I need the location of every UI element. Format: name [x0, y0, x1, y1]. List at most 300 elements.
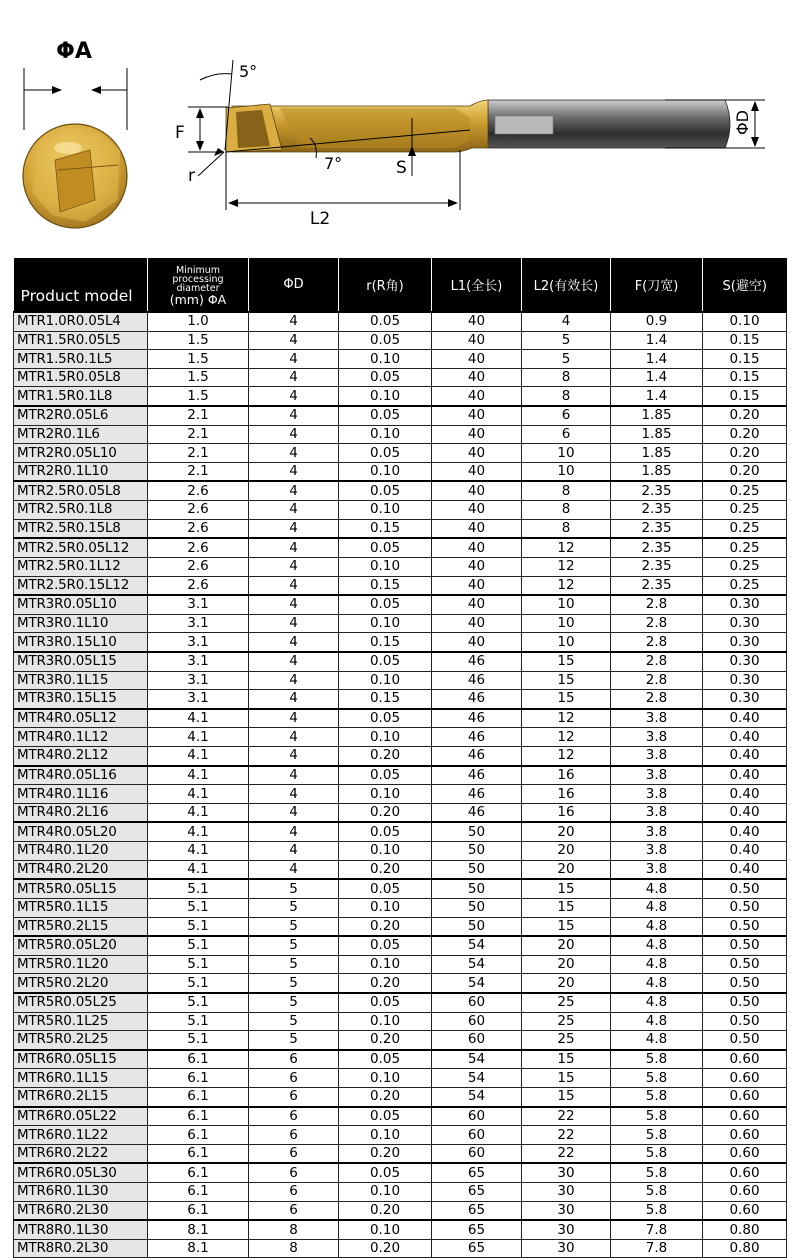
cell-model: MTR8R0.1L30 — [14, 1220, 148, 1239]
cell-model: MTR1.5R0.05L8 — [14, 368, 148, 387]
cell-r: 0.15 — [339, 576, 432, 595]
cell-s: 0.60 — [703, 1201, 787, 1220]
table-row — [14, 614, 787, 633]
cell-l2: 8 — [522, 481, 611, 500]
cell-f: 5.8 — [611, 1050, 703, 1069]
cell-r: 0.20 — [339, 747, 432, 766]
cell-l1: 40 — [432, 519, 522, 538]
cell-l1: 60 — [432, 1144, 522, 1163]
cell-min-diameter: 1.5 — [148, 331, 249, 350]
header-s: S(避空) — [703, 258, 787, 312]
cell-f: 3.8 — [611, 842, 703, 861]
table-row — [14, 652, 787, 671]
cell-r: 0.05 — [339, 538, 432, 557]
cell-s: 0.40 — [703, 728, 787, 747]
cell-f: 0.9 — [611, 312, 703, 331]
cell-min-diameter: 2.6 — [148, 519, 249, 538]
cell-l1: 40 — [432, 595, 522, 614]
cell-r: 0.05 — [339, 331, 432, 350]
cell-min-diameter: 2.1 — [148, 425, 249, 444]
cell-f: 4.8 — [611, 917, 703, 936]
cell-phi-d: 4 — [249, 444, 339, 463]
cell-l2: 10 — [522, 444, 611, 463]
table-body — [14, 312, 787, 1258]
cell-model: MTR6R0.05L15 — [14, 1050, 148, 1069]
cell-r: 0.05 — [339, 993, 432, 1012]
cell-l2: 25 — [522, 993, 611, 1012]
cell-min-diameter: 3.1 — [148, 614, 249, 633]
cell-s: 0.40 — [703, 842, 787, 861]
angle-5-label: 5° — [239, 62, 258, 81]
cell-l1: 54 — [432, 1087, 522, 1106]
cell-model: MTR3R0.05L15 — [14, 652, 148, 671]
cell-phi-d: 5 — [249, 974, 339, 993]
cell-model: MTR2R0.05L6 — [14, 406, 148, 425]
cell-l1: 50 — [432, 860, 522, 879]
cell-f: 2.35 — [611, 576, 703, 595]
cell-s: 0.50 — [703, 898, 787, 917]
table-row — [14, 917, 787, 936]
cell-min-diameter: 6.1 — [148, 1050, 249, 1069]
cell-r: 0.20 — [339, 1239, 432, 1258]
cell-s: 0.50 — [703, 879, 787, 898]
cell-r: 0.10 — [339, 425, 432, 444]
cell-f: 5.8 — [611, 1183, 703, 1202]
cell-phi-d: 4 — [249, 860, 339, 879]
cell-min-diameter: 6.1 — [148, 1069, 249, 1088]
cell-min-diameter: 2.6 — [148, 538, 249, 557]
cell-l1: 40 — [432, 576, 522, 595]
cell-l2: 15 — [522, 652, 611, 671]
cell-l1: 40 — [432, 633, 522, 652]
cell-s: 0.30 — [703, 614, 787, 633]
cell-l1: 50 — [432, 917, 522, 936]
cell-min-diameter: 5.1 — [148, 936, 249, 955]
cell-f: 7.8 — [611, 1220, 703, 1239]
table-row — [14, 842, 787, 861]
cell-l2: 30 — [522, 1239, 611, 1258]
table-row — [14, 1144, 787, 1163]
cell-s: 0.80 — [703, 1220, 787, 1239]
cell-s: 0.40 — [703, 785, 787, 804]
cell-f: 2.35 — [611, 481, 703, 500]
cell-model: MTR1.5R0.05L5 — [14, 331, 148, 350]
cell-s: 0.60 — [703, 1087, 787, 1106]
cell-phi-d: 5 — [249, 1031, 339, 1050]
cell-model: MTR3R0.1L15 — [14, 671, 148, 690]
cell-s: 0.25 — [703, 557, 787, 576]
cell-model: MTR3R0.15L15 — [14, 690, 148, 709]
cell-r: 0.10 — [339, 898, 432, 917]
cell-r: 0.05 — [339, 406, 432, 425]
cell-f: 2.35 — [611, 538, 703, 557]
cell-l1: 40 — [432, 481, 522, 500]
table-row — [14, 1163, 787, 1182]
table-row — [14, 519, 787, 538]
cell-f: 3.8 — [611, 803, 703, 822]
cell-phi-d: 5 — [249, 898, 339, 917]
cell-s: 0.60 — [703, 1183, 787, 1202]
cell-l1: 46 — [432, 747, 522, 766]
cell-r: 0.10 — [339, 1220, 432, 1239]
cell-phi-d: 6 — [249, 1107, 339, 1126]
cell-min-diameter: 5.1 — [148, 1031, 249, 1050]
cell-phi-d: 4 — [249, 785, 339, 804]
header-l1: L1(全长) — [432, 258, 522, 312]
cell-r: 0.05 — [339, 444, 432, 463]
cell-min-diameter: 5.1 — [148, 955, 249, 974]
f-label: F — [175, 123, 185, 143]
phi-a-label: ΦA — [56, 39, 92, 64]
cell-f: 3.8 — [611, 766, 703, 785]
cell-l1: 40 — [432, 368, 522, 387]
cell-min-diameter: 4.1 — [148, 860, 249, 879]
phi-a-dimension — [24, 68, 127, 130]
cell-f: 1.85 — [611, 444, 703, 463]
cell-f: 5.8 — [611, 1087, 703, 1106]
cell-l1: 40 — [432, 614, 522, 633]
cell-f: 1.85 — [611, 425, 703, 444]
table-row — [14, 860, 787, 879]
cell-l2: 15 — [522, 1087, 611, 1106]
angle-7-label: 7° — [324, 154, 343, 173]
cell-phi-d: 4 — [249, 822, 339, 841]
cell-min-diameter: 2.6 — [148, 501, 249, 520]
table-row — [14, 1012, 787, 1031]
cell-r: 0.10 — [339, 1012, 432, 1031]
cell-phi-d: 6 — [249, 1201, 339, 1220]
cell-r: 0.10 — [339, 671, 432, 690]
cell-l1: 65 — [432, 1239, 522, 1258]
cell-min-diameter: 8.1 — [148, 1239, 249, 1258]
cell-r: 0.15 — [339, 633, 432, 652]
cell-s: 0.25 — [703, 481, 787, 500]
cell-l2: 20 — [522, 955, 611, 974]
cell-f: 1.85 — [611, 462, 703, 481]
cell-model: MTR5R0.1L20 — [14, 955, 148, 974]
cell-r: 0.05 — [339, 1163, 432, 1182]
cell-f: 7.8 — [611, 1239, 703, 1258]
cell-phi-d: 4 — [249, 350, 339, 369]
cell-min-diameter: 2.1 — [148, 462, 249, 481]
cell-min-diameter: 4.1 — [148, 803, 249, 822]
table-row — [14, 747, 787, 766]
cell-phi-d: 5 — [249, 879, 339, 898]
cell-l2: 6 — [522, 425, 611, 444]
cell-phi-d: 4 — [249, 368, 339, 387]
cell-l2: 22 — [522, 1107, 611, 1126]
cell-f: 3.8 — [611, 728, 703, 747]
cell-min-diameter: 4.1 — [148, 822, 249, 841]
cell-s: 0.25 — [703, 501, 787, 520]
cell-phi-d: 4 — [249, 690, 339, 709]
cell-l1: 40 — [432, 444, 522, 463]
cell-phi-d: 4 — [249, 595, 339, 614]
cell-model: MTR1.5R0.1L8 — [14, 387, 148, 406]
cell-phi-d: 8 — [249, 1239, 339, 1258]
cell-l2: 10 — [522, 614, 611, 633]
cell-s: 0.20 — [703, 444, 787, 463]
cell-phi-d: 4 — [249, 803, 339, 822]
table-row — [14, 633, 787, 652]
cell-phi-d: 4 — [249, 331, 339, 350]
cell-r: 0.05 — [339, 368, 432, 387]
cell-l1: 65 — [432, 1183, 522, 1202]
cell-model: MTR3R0.15L10 — [14, 633, 148, 652]
table-row — [14, 709, 787, 728]
cell-l2: 10 — [522, 595, 611, 614]
cell-r: 0.20 — [339, 1201, 432, 1220]
cell-s: 0.60 — [703, 1144, 787, 1163]
cell-model: MTR5R0.05L15 — [14, 879, 148, 898]
cell-l1: 46 — [432, 728, 522, 747]
cell-s: 0.15 — [703, 387, 787, 406]
cell-l2: 15 — [522, 917, 611, 936]
cell-phi-d: 5 — [249, 917, 339, 936]
cell-f: 2.8 — [611, 614, 703, 633]
cell-l2: 12 — [522, 747, 611, 766]
cell-min-diameter: 5.1 — [148, 1012, 249, 1031]
table-row — [14, 557, 787, 576]
table-row — [14, 803, 787, 822]
cell-min-diameter: 6.1 — [148, 1126, 249, 1145]
cell-r: 0.10 — [339, 501, 432, 520]
cell-min-diameter: 1.5 — [148, 387, 249, 406]
table-row — [14, 1183, 787, 1202]
cell-min-diameter: 2.6 — [148, 481, 249, 500]
cell-r: 0.15 — [339, 519, 432, 538]
table-row — [14, 1201, 787, 1220]
cell-min-diameter: 5.1 — [148, 974, 249, 993]
cell-l2: 25 — [522, 1031, 611, 1050]
table-row — [14, 331, 787, 350]
cell-l1: 65 — [432, 1163, 522, 1182]
cell-f: 3.8 — [611, 747, 703, 766]
table-header-row — [14, 258, 787, 312]
header-f: F(刀宽) — [611, 258, 703, 312]
cell-model: MTR2R0.1L6 — [14, 425, 148, 444]
cell-s: 0.50 — [703, 993, 787, 1012]
table-row — [14, 671, 787, 690]
cell-min-diameter: 6.1 — [148, 1144, 249, 1163]
cell-l2: 12 — [522, 576, 611, 595]
cell-r: 0.10 — [339, 557, 432, 576]
cell-s: 0.40 — [703, 803, 787, 822]
cell-l2: 12 — [522, 728, 611, 747]
cell-l2: 30 — [522, 1201, 611, 1220]
cell-model: MTR1.5R0.1L5 — [14, 350, 148, 369]
cell-l2: 22 — [522, 1126, 611, 1145]
cell-f: 4.8 — [611, 955, 703, 974]
cell-l2: 30 — [522, 1163, 611, 1182]
cell-phi-d: 4 — [249, 312, 339, 331]
cell-l2: 30 — [522, 1220, 611, 1239]
cell-f: 2.8 — [611, 595, 703, 614]
cell-l2: 10 — [522, 462, 611, 481]
cell-s: 0.50 — [703, 955, 787, 974]
cell-phi-d: 6 — [249, 1126, 339, 1145]
table-row — [14, 898, 787, 917]
cell-r: 0.20 — [339, 860, 432, 879]
cell-phi-d: 4 — [249, 406, 339, 425]
cell-phi-d: 6 — [249, 1183, 339, 1202]
cell-f: 2.8 — [611, 690, 703, 709]
cell-model: MTR6R0.2L15 — [14, 1087, 148, 1106]
cell-f: 1.4 — [611, 331, 703, 350]
cell-l2: 12 — [522, 538, 611, 557]
cell-l1: 54 — [432, 936, 522, 955]
cell-l1: 46 — [432, 785, 522, 804]
cell-phi-d: 4 — [249, 519, 339, 538]
cell-phi-d: 4 — [249, 387, 339, 406]
cell-l1: 60 — [432, 1126, 522, 1145]
cell-min-diameter: 4.1 — [148, 728, 249, 747]
cell-l2: 25 — [522, 1012, 611, 1031]
cell-phi-d: 4 — [249, 842, 339, 861]
cell-min-diameter: 6.1 — [148, 1183, 249, 1202]
cell-f: 3.8 — [611, 822, 703, 841]
cell-r: 0.20 — [339, 917, 432, 936]
cell-l2: 16 — [522, 766, 611, 785]
cell-min-diameter: 3.1 — [148, 652, 249, 671]
cell-l1: 54 — [432, 1050, 522, 1069]
cell-phi-d: 8 — [249, 1220, 339, 1239]
header-min-diameter-line1: Minimum — [175, 264, 221, 276]
cell-r: 0.05 — [339, 766, 432, 785]
cell-s: 0.30 — [703, 690, 787, 709]
cell-f: 5.8 — [611, 1107, 703, 1126]
cell-min-diameter: 2.6 — [148, 576, 249, 595]
table-row — [14, 936, 787, 955]
cell-r: 0.10 — [339, 350, 432, 369]
cell-l1: 40 — [432, 501, 522, 520]
cell-f: 2.8 — [611, 652, 703, 671]
cell-model: MTR6R0.1L15 — [14, 1069, 148, 1088]
cell-l2: 15 — [522, 1069, 611, 1088]
cell-s: 0.15 — [703, 368, 787, 387]
table-row — [14, 766, 787, 785]
cell-model: MTR4R0.05L16 — [14, 766, 148, 785]
cell-s: 0.50 — [703, 917, 787, 936]
cell-s: 0.10 — [703, 312, 787, 331]
cell-r: 0.20 — [339, 974, 432, 993]
cell-l2: 15 — [522, 690, 611, 709]
cell-s: 0.25 — [703, 538, 787, 557]
cell-l2: 20 — [522, 936, 611, 955]
cell-model: MTR6R0.1L30 — [14, 1183, 148, 1202]
cell-model: MTR4R0.1L12 — [14, 728, 148, 747]
cell-l1: 40 — [432, 312, 522, 331]
cell-model: MTR2.5R0.05L12 — [14, 538, 148, 557]
cell-phi-d: 4 — [249, 633, 339, 652]
table-row — [14, 444, 787, 463]
table-row — [14, 312, 787, 331]
cell-min-diameter: 6.1 — [148, 1087, 249, 1106]
cell-l1: 40 — [432, 425, 522, 444]
cell-phi-d: 4 — [249, 766, 339, 785]
cell-phi-d: 4 — [249, 538, 339, 557]
cell-min-diameter: 5.1 — [148, 917, 249, 936]
cell-min-diameter: 6.1 — [148, 1107, 249, 1126]
cell-l1: 50 — [432, 842, 522, 861]
cell-phi-d: 4 — [249, 425, 339, 444]
cell-f: 5.8 — [611, 1163, 703, 1182]
cell-s: 0.20 — [703, 425, 787, 444]
cell-s: 0.40 — [703, 822, 787, 841]
cell-model: MTR5R0.2L15 — [14, 917, 148, 936]
header-min-diameter — [148, 258, 249, 312]
table-row — [14, 501, 787, 520]
table-row — [14, 576, 787, 595]
cell-model: MTR5R0.1L15 — [14, 898, 148, 917]
cell-phi-d: 4 — [249, 462, 339, 481]
s-label: S — [396, 158, 407, 178]
cell-l2: 5 — [522, 350, 611, 369]
cell-l1: 60 — [432, 1012, 522, 1031]
cell-phi-d: 6 — [249, 1050, 339, 1069]
cell-min-diameter: 4.1 — [148, 785, 249, 804]
cell-r: 0.05 — [339, 652, 432, 671]
cell-l2: 4 — [522, 312, 611, 331]
header-r: r(R角) — [339, 258, 432, 312]
cell-s: 0.15 — [703, 350, 787, 369]
table-row — [14, 462, 787, 481]
cell-f: 1.85 — [611, 406, 703, 425]
cell-min-diameter: 1.0 — [148, 312, 249, 331]
cell-model: MTR6R0.05L22 — [14, 1107, 148, 1126]
cell-s: 0.40 — [703, 766, 787, 785]
cell-s: 0.30 — [703, 671, 787, 690]
cell-l1: 60 — [432, 1107, 522, 1126]
cell-l2: 6 — [522, 406, 611, 425]
cell-min-diameter: 4.1 — [148, 766, 249, 785]
cell-r: 0.10 — [339, 1126, 432, 1145]
table-row — [14, 1031, 787, 1050]
cell-f: 5.8 — [611, 1201, 703, 1220]
table-row — [14, 387, 787, 406]
cell-s: 0.50 — [703, 936, 787, 955]
cell-f: 4.8 — [611, 974, 703, 993]
cell-min-diameter: 2.6 — [148, 557, 249, 576]
cell-s: 0.60 — [703, 1107, 787, 1126]
cell-l1: 50 — [432, 898, 522, 917]
cell-phi-d: 5 — [249, 993, 339, 1012]
cell-l1: 40 — [432, 350, 522, 369]
cell-phi-d: 4 — [249, 501, 339, 520]
table-row — [14, 785, 787, 804]
cell-min-diameter: 4.1 — [148, 842, 249, 861]
cell-r: 0.05 — [339, 936, 432, 955]
cell-phi-d: 4 — [249, 614, 339, 633]
cell-phi-d: 4 — [249, 557, 339, 576]
cell-f: 4.8 — [611, 898, 703, 917]
cell-s: 0.30 — [703, 595, 787, 614]
cell-model: MTR4R0.05L12 — [14, 709, 148, 728]
table-row — [14, 538, 787, 557]
cell-l2: 8 — [522, 387, 611, 406]
table-row — [14, 1050, 787, 1069]
cell-r: 0.10 — [339, 614, 432, 633]
cell-l2: 30 — [522, 1183, 611, 1202]
cell-l1: 40 — [432, 387, 522, 406]
cell-f: 5.8 — [611, 1144, 703, 1163]
cell-model: MTR2.5R0.05L8 — [14, 481, 148, 500]
cell-l1: 65 — [432, 1220, 522, 1239]
cell-l2: 15 — [522, 898, 611, 917]
cell-model: MTR5R0.2L20 — [14, 974, 148, 993]
cell-f: 4.8 — [611, 879, 703, 898]
table-row — [14, 1087, 787, 1106]
